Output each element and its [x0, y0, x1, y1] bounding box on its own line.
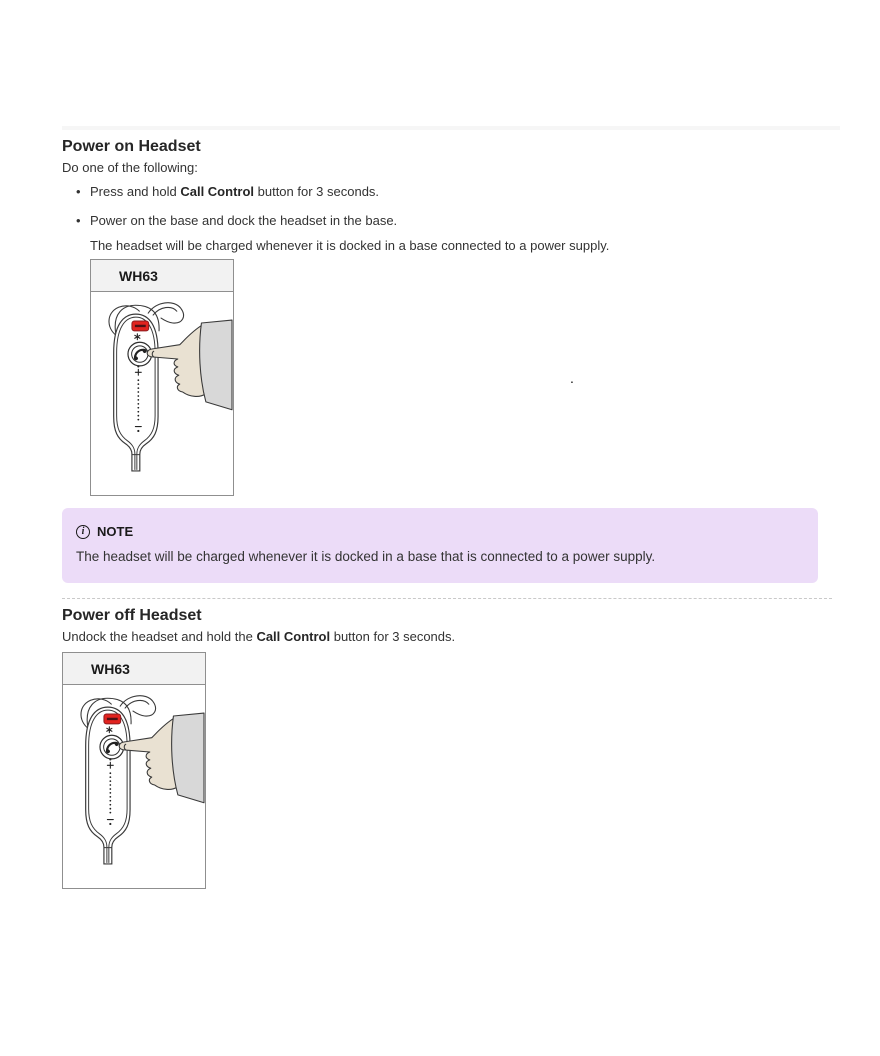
note-label: NOTE	[97, 524, 134, 539]
section-divider-dashed	[62, 598, 832, 599]
bullet1-bold: Call Control	[180, 184, 255, 199]
headset-press-button-drawing	[91, 292, 233, 495]
stray-period: .	[570, 370, 574, 386]
instruction-suffix: button for 3 seconds.	[330, 629, 456, 644]
info-icon	[76, 525, 90, 539]
page-title-power-off: Power off Headset	[62, 607, 202, 624]
bullet1-prefix: Press and hold	[90, 184, 181, 199]
device-tab-wh63[interactable]	[91, 260, 233, 292]
headset-illustration	[63, 685, 205, 888]
intro-text: Do one of the following:	[62, 160, 198, 175]
section-power-off	[62, 607, 848, 889]
note-text: The headset will be charged whenever it is docked in a base that is connected to a power supply.	[76, 549, 656, 564]
document-page	[62, 0, 848, 889]
list-item	[62, 184, 848, 199]
device-tab-label: WH63	[119, 268, 158, 284]
instruction-bold: Call Control	[256, 629, 331, 644]
bullet2-note: The headset will be charged whenever it is docked in a base connected to a power supply.	[90, 238, 610, 253]
bullet-list	[62, 184, 848, 253]
power-off-instruction	[62, 629, 848, 644]
bullet1-suffix: button for 3 seconds.	[254, 184, 380, 199]
device-tab-label: WH63	[91, 661, 130, 677]
info-icon-glyph: i	[81, 525, 85, 537]
section-divider-top	[62, 126, 840, 130]
instruction-prefix: Undock the headset and hold the	[62, 629, 257, 644]
device-tab-wh63[interactable]	[63, 653, 205, 685]
note-title-row	[76, 524, 804, 539]
headset-illustration	[91, 292, 233, 495]
headset-press-button-drawing	[63, 685, 205, 888]
device-figure-power-off	[62, 652, 206, 889]
bullet2-text: Power on the base and dock the headset in the base.	[90, 213, 398, 228]
device-figure-power-on	[90, 259, 234, 496]
list-item	[62, 213, 848, 253]
page-title-power-on: Power on Headset	[62, 138, 201, 155]
section-power-on	[62, 138, 848, 496]
note-callout	[62, 508, 818, 583]
